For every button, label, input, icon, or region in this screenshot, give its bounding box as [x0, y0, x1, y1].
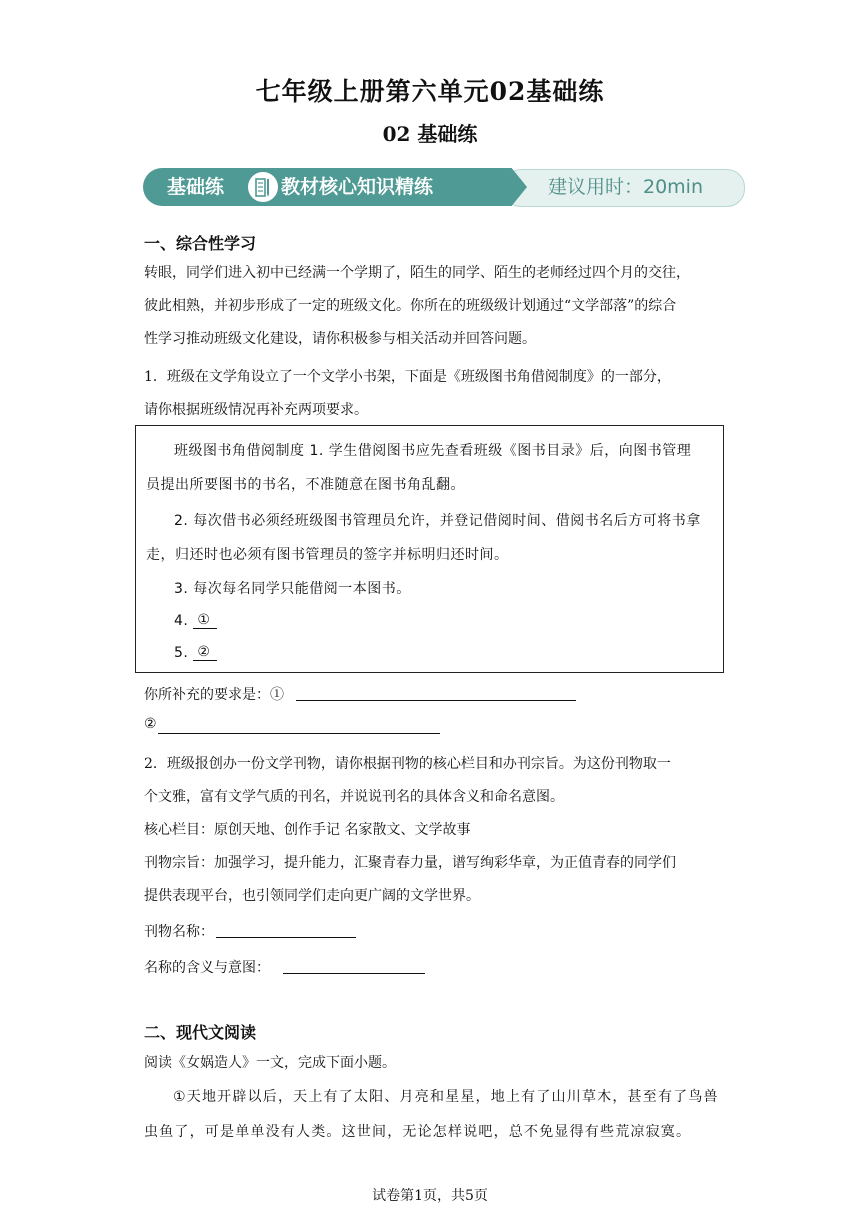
rule-5	[174, 644, 217, 661]
reading-paragraph-line: ①天地开辟以后，天上有了太阳、月亮和星星，地上有了山川草木，甚至有了鸟兽	[173, 1089, 719, 1105]
banner-time-label: 建议用时：20min	[548, 176, 704, 198]
journal-name-blank[interactable]	[216, 937, 356, 938]
journal-name-label: 刊物名称：	[144, 924, 214, 940]
answer-2-label: ②	[144, 716, 157, 732]
rule-5-blank[interactable]: ②	[193, 644, 217, 661]
banner-middle-label: 教材核心知识精练	[281, 176, 434, 198]
rule-4-blank[interactable]: ①	[193, 612, 217, 629]
section-heading: 一、综合性学习	[144, 234, 257, 253]
rule-4-number: 4.	[174, 613, 189, 629]
page-subtitle: 02 基础练	[382, 122, 478, 146]
answer-2-blank[interactable]	[158, 733, 440, 734]
name-meaning-label: 名称的含义与意图：	[144, 960, 270, 976]
intro-line: 彼此相熟，并初步形成了一定的班级文化。你所在的班级级计划通过“文学部落”的综合	[144, 298, 677, 314]
rule-line: 3. 每次每名同学只能借阅一本图书。	[174, 581, 411, 597]
intro-line: 性学习推动班级文化建设，请你积极参与相关活动并回答问题。	[144, 331, 536, 347]
reading-paragraph-line: 虫鱼了，可是单单没有人类。这世间，无论怎样说吧，总不免显得有些荒凉寂寞。	[144, 1124, 692, 1140]
page-footer: 试卷第1页，共5页	[372, 1188, 488, 1204]
question-2-line: 个文雅，富有文学气质的刊名，并说说刊名的具体含义和命名意图。	[144, 789, 564, 805]
practice-banner	[143, 168, 745, 208]
core-columns: 核心栏目：原创天地、创作手记 名家散文、文学故事	[144, 822, 471, 838]
question-2-line: 2．班级报创办一份文学刊物，请你根据刊物的核心栏目和办刊宗旨。为这份刊物取一	[144, 756, 671, 772]
rule-line: 走，归还时也必须有图书管理员的签字并标明归还时间。	[146, 547, 509, 563]
answer-1-blank[interactable]	[296, 700, 576, 701]
page-title: 七年级上册第六单元02基础练	[255, 77, 605, 106]
borrowing-rules-box	[135, 425, 724, 673]
intro-line: 转眼，同学们进入初中已经满一个学期了，陌生的同学、陌生的老师经过四个月的交往，	[144, 265, 690, 281]
answer-label: 你所补充的要求是：①	[144, 687, 284, 703]
rule-line: 员提出所要图书的书名，不准随意在图书角乱翻。	[146, 477, 465, 493]
rule-line: 班级图书角借阅制度 1. 学生借阅图书应先查看班级《图书目录》后，向图书管理	[174, 443, 692, 459]
banner-left-label: 基础练	[167, 176, 225, 198]
rule-line: 2. 每次借书必须经班级图书管理员允许，并登记借阅时间、借阅书名后方可将书拿	[174, 513, 701, 529]
purpose-line: 刊物宗旨：加强学习，提升能力，汇聚青春力量，谱写绚彩华章，为正值青春的同学们	[144, 855, 676, 871]
question-1-line: 1．班级在文学角设立了一个文学小书架，下面是《班级图书角借阅制度》的一部分，	[144, 369, 671, 385]
notebook-pencil-icon	[246, 170, 280, 204]
rule-4	[174, 612, 217, 629]
question-1-line: 请你根据班级情况再补充两项要求。	[144, 402, 368, 418]
section-heading: 二、现代文阅读	[144, 1023, 257, 1042]
purpose-line: 提供表现平台，也引领同学们走向更广阔的文学世界。	[144, 888, 480, 904]
reading-intro: 阅读《女娲造人》一文，完成下面小题。	[144, 1055, 396, 1071]
name-meaning-blank[interactable]	[283, 973, 425, 974]
rule-5-number: 5.	[174, 645, 189, 661]
